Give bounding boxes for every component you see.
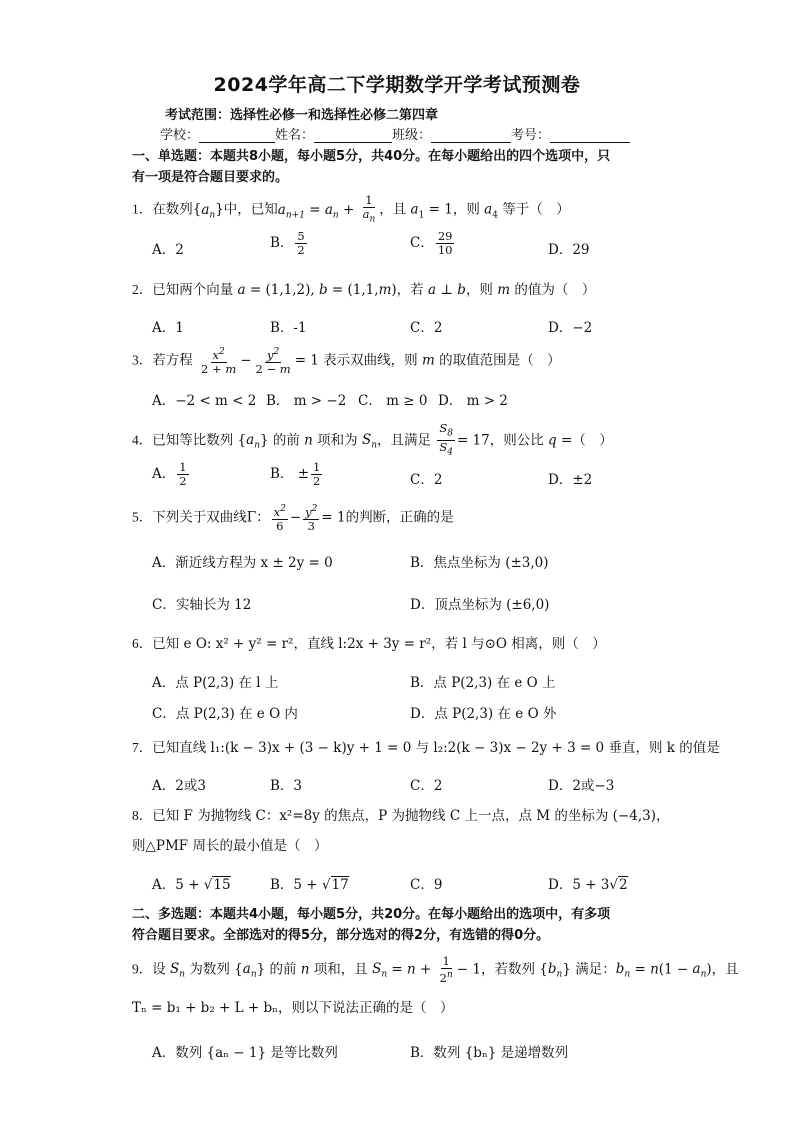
section1-line2: 有一项是符合题目要求的。 [132, 170, 289, 185]
q2-option-a[interactable]: A．1 [152, 320, 184, 336]
question-4: 4．已知等比数列 $\{a_n\}$ 的前 n 项和为 $S_n$，且满足 $\frac{S_8}{S_4}$ = 17，则公比 q =（ ） [132, 421, 613, 458]
q5-option-b[interactable]: B．焦点坐标为 (±3,0) [410, 555, 549, 571]
question-9-line1: 9．设 $S_n$ 为数列 $\{a_n\}$ 的前 n 项和，且 $S_n = n$ + $\frac{1}{2^n}$ − 1，若数列 $\{b_n\}$ 满足：$b_n = n(1 - a_n)$，且 [132, 954, 739, 985]
q7-option-a[interactable]: A．2或3 [152, 778, 206, 794]
q6-option-b[interactable]: B．点 P(2,3) 在 e O 上 [410, 675, 556, 691]
question-8-line2: 则△PMF 周长的最小值是（ ） [132, 838, 328, 854]
q5-option-c[interactable]: C．实轴长为 12 [152, 597, 252, 613]
question-2: 2．已知两个向量 a = (1,1,2), b = (1,1,m)，若 a ⊥ b，则 m 的值为（ ） [132, 282, 596, 298]
name-label: 姓名： [275, 128, 315, 143]
q5-option-a[interactable]: A．渐近线方程为 x ± 2y = 0 [152, 555, 333, 571]
q7-option-d[interactable]: D．2或−3 [548, 778, 615, 794]
question-5: 5．下列关于双曲线Γ： $\frac{x^2}{6}$ − $\frac{y^2}{3}$ = 1的判断，正确的是 [132, 504, 454, 533]
q5-option-d[interactable]: D．顶点坐标为 (±6,0) [410, 597, 550, 613]
q9-option-b[interactable]: B．数列 {bₙ} 是递增数列 [410, 1045, 569, 1061]
q7-option-b[interactable]: B．3 [270, 778, 303, 794]
q2-option-d[interactable]: D．−2 [548, 320, 593, 336]
question-9-line2: Tₙ = b₁ + b₂ + L + bₙ，则以下说法正确的是（ ） [132, 1000, 454, 1016]
id-label: 考号： [511, 128, 551, 143]
q3-option-d[interactable]: D． m > 2 [438, 393, 508, 409]
q6-option-c[interactable]: C．点 P(2,3) 在 e O 内 [152, 706, 298, 722]
q8-option-d[interactable]: D．5 + 3√2 [548, 877, 628, 893]
class-blank[interactable] [431, 128, 511, 143]
question-6: 6．已知 e O: x² + y² = r²，直线 l:2x + 3y = r²，若 l 与⊙O 相离，则（ ） [132, 636, 606, 652]
q1-option-a[interactable]: A．2 [152, 242, 184, 258]
q3-option-b[interactable]: B． m > −2 [266, 393, 347, 409]
section-single-choice-heading [132, 146, 667, 188]
question-3: 3．若方程 $\frac{x^2}{2 + m}$ − $\frac{y^2}{2 - m}$ = 1 表示双曲线，则 m 的取值范围是（ ） [132, 347, 561, 376]
question-1: 1．在数列$\{a_n\}$中，已知$a_{n+1} = a_n$ + $\frac{1}{a_n}$ ，且 $a_1 = 1$，则 $a_4$ 等于（ ） [132, 193, 570, 225]
q4-option-a[interactable]: A． $\frac{1}{2}$ [152, 460, 187, 488]
q6-option-d[interactable]: D．点 P(2,3) 在 e O 外 [410, 706, 557, 722]
class-label: 班级： [392, 128, 432, 143]
exam-title: 2024学年高二下学期数学开学考试预测卷 [213, 74, 581, 96]
section-multi-choice-heading [132, 904, 667, 946]
q1-option-d[interactable]: D．29 [548, 242, 590, 258]
q1-option-c[interactable]: C． $\frac{29}{10}$ [410, 229, 453, 257]
q4-option-b[interactable]: B． ± $\frac{1}{2}$ [270, 460, 321, 488]
q7-option-c[interactable]: C．2 [410, 778, 443, 794]
section2-line1: 二、多选题：本题共4小题，每小题5分，共20分。在每小题给出的选项中，有多项 [132, 907, 611, 922]
q8-option-c[interactable]: C．9 [410, 877, 443, 893]
name-blank[interactable] [314, 128, 392, 143]
id-blank[interactable] [550, 128, 630, 143]
q8-option-b[interactable]: B．5 + √17 [270, 877, 349, 893]
q4-option-c[interactable]: C．2 [410, 472, 443, 488]
q2-option-b[interactable]: B．-1 [270, 320, 307, 336]
section1-line1: 一、单选题：本题共8小题，每小题5分，共40分。在每小题给出的四个选项中，只 [132, 149, 611, 164]
q1-option-b[interactable]: B． $\frac{5}{2}$ [270, 229, 305, 257]
question-7: 7．已知直线 l₁:(k − 3)x + (3 − k)y + 1 = 0 与 l₂:2(k − 3)x − 2y + 3 = 0 垂直，则 k 的值是 [132, 740, 720, 756]
school-label: 学校： [160, 128, 200, 143]
q9-option-a[interactable]: A．数列 {aₙ − 1} 是等比数列 [152, 1045, 338, 1061]
q2-option-c[interactable]: C．2 [410, 320, 443, 336]
school-blank[interactable] [199, 128, 275, 143]
q4-option-d[interactable]: D．±2 [548, 472, 593, 488]
exam-scope: 考试范围：选择性必修一和选择性必修二第四章 [165, 108, 439, 123]
section2-line2: 符合题目要求。全部选对的得5分，部分选对的得2分，有选错的得0分。 [132, 928, 550, 943]
q6-option-a[interactable]: A．点 P(2,3) 在 l 上 [152, 675, 279, 691]
student-info-line [160, 124, 630, 143]
q3-option-a[interactable]: A．−2 < m < 2 [152, 393, 257, 409]
question-8-line1: 8．已知 F 为抛物线 C：x²=8y 的焦点，P 为抛物线 C 上一点，点 M 的坐标为 (−4,3)， [132, 808, 670, 824]
q3-option-c[interactable]: C． m ≥ 0 [358, 393, 428, 409]
q8-option-a[interactable]: A．5 + √15 [152, 877, 231, 893]
